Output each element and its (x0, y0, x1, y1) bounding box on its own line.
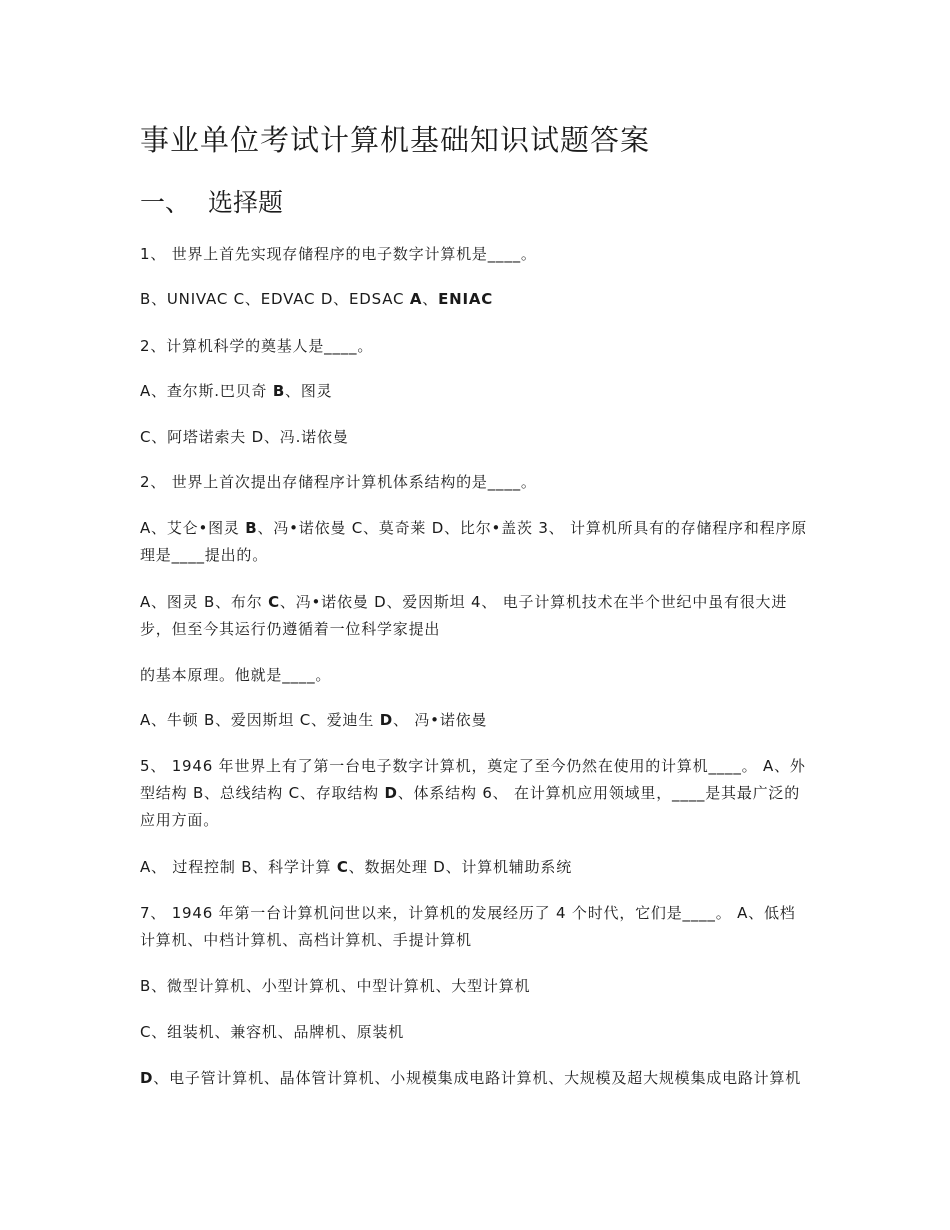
question-line (140, 241, 810, 268)
question-line (140, 662, 810, 689)
line-text: A、牛顿 B、爱因斯坦 C、爱迪生 (140, 711, 380, 729)
line-text: 1、 世界上首先实现存储程序的电子数字计算机是____。 (140, 245, 537, 263)
answer-key-text: C (336, 858, 349, 876)
answer-key-text: D (384, 784, 398, 802)
line-text: C、阿塔诺索夫 D、冯.诺依曼 (140, 428, 349, 446)
line-text: 、冯•诺依曼 C、莫奇莱 D、比尔•盖茨 3、 计算机所具有的存储程序和程序原理是____提出的。 (140, 519, 808, 564)
question-line (140, 333, 810, 360)
answer-options-line (140, 286, 810, 313)
line-text: A、图灵 B、布尔 (140, 593, 269, 611)
line-text: 5、 1946 年世界上有了第一台电子数字计算机，奠定了至今仍然在使用的计算机____。 A、外型结构 B、总线结构 C、存取结构 (140, 757, 806, 802)
line-text: 、数据处理 D、计算机辅助系统 (348, 858, 572, 876)
line-text: 的基本原理。他就是____。 (140, 666, 332, 684)
question-line (140, 900, 810, 954)
answer-options-line (140, 1019, 810, 1046)
answer-key-text: B (245, 519, 258, 537)
section-heading (140, 186, 283, 220)
question-line (140, 753, 810, 834)
answer-options-line (140, 854, 810, 881)
line-text: 、冯•诺依曼 D、爱因斯坦 4、 电子计算机技术在半个世纪中虽有很大进步，但至今其运行仍遵循着一位科学家提出 (140, 593, 788, 638)
line-text: 、电子管计算机、晶体管计算机、小规模集成电路计算机、大规模及超大规模集成电路计算机 (153, 1069, 802, 1087)
answer-key-text: D (379, 711, 393, 729)
page-title: 事业单位考试计算机基础知识试题答案 (140, 123, 651, 157)
answer-options-line (140, 973, 810, 1000)
answer-key-text: D (140, 1069, 154, 1087)
answer-options-line (140, 515, 810, 569)
line-text: B、微型计算机、小型计算机、中型计算机、大型计算机 (140, 977, 531, 995)
line-text: B、UNIVAC C、EDVAC D、EDSAC (140, 290, 410, 308)
line-text: A、艾仑•图灵 (140, 519, 246, 537)
line-text: A、查尔斯.巴贝奇 (140, 382, 273, 400)
line-text: C、组装机、兼容机、品牌机、原装机 (140, 1023, 405, 1041)
question-line (140, 469, 810, 496)
answer-key-text: ENIAC (438, 290, 494, 308)
line-text: 、图灵 (285, 382, 333, 400)
line-text: 2、计算机科学的奠基人是____。 (140, 337, 374, 355)
line-text: 7、 1946 年第一台计算机问世以来，计算机的发展经历了 4 个时代，它们是____。 A、低档计算机、中档计算机、高档计算机、手提计算机 (140, 904, 796, 949)
section-title: 选择题 (208, 188, 284, 217)
answer-options-line (140, 424, 810, 451)
line-text: 、 (422, 290, 439, 308)
answer-options-line (140, 1065, 810, 1092)
line-text: 、体系结构 6、 在计算机应用领域里，____是其最广泛的应用方面。 (140, 784, 801, 829)
answer-key-text: B (272, 382, 286, 400)
answer-key-text: C (268, 593, 280, 611)
line-text: 2、 世界上首次提出存储程序计算机体系结构的是____。 (140, 473, 537, 491)
answer-key-text: A (409, 290, 423, 308)
answer-options-line (140, 589, 810, 643)
answer-options-line (140, 707, 810, 734)
line-text: A、 过程控制 B、科学计算 (140, 858, 337, 876)
section-number: 一、 (140, 188, 191, 217)
line-text: 、 冯•诺依曼 (393, 711, 488, 729)
answer-options-line (140, 378, 810, 405)
